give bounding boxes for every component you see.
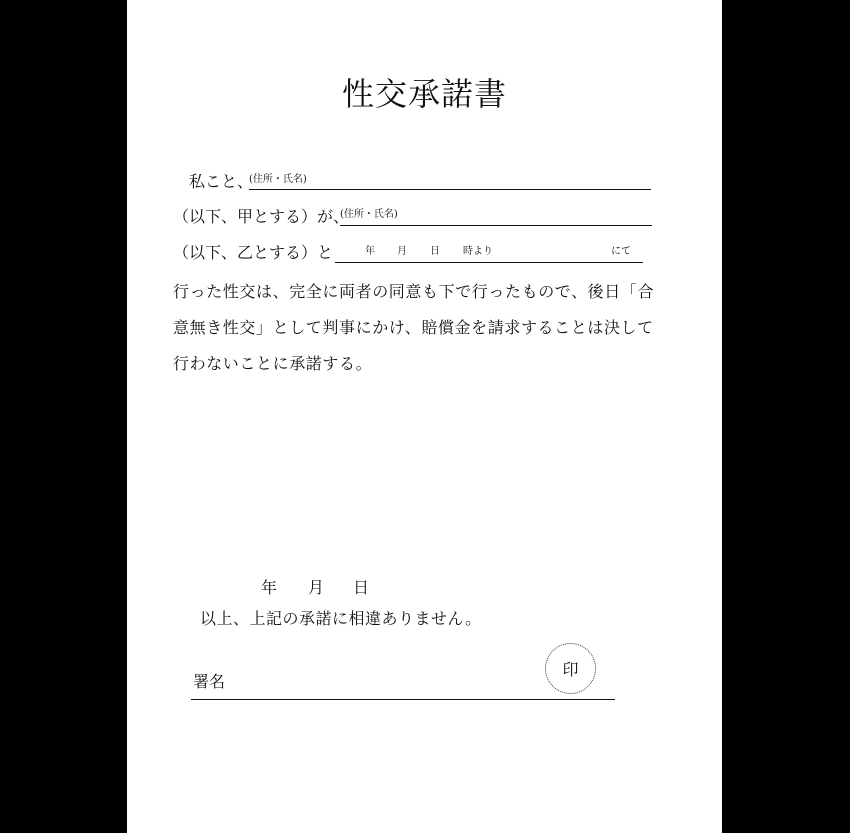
seal-stamp <box>545 643 596 694</box>
line3-underline <box>335 262 643 263</box>
confirmation-text: 以上、上記の承諾に相違ありません。 <box>200 609 482 628</box>
paragraph-line: 意無き性交」として判事にかけ、賠償金を請求することは決して <box>173 318 654 337</box>
seal-label: 印 <box>562 660 579 679</box>
paragraph-line: 行った性交は、完全に両者の同意も下で行ったもので、後日「合 <box>173 282 655 301</box>
line3-place: にて <box>611 246 631 257</box>
line2-hint: (住所・氏名) <box>340 209 398 220</box>
line2-underline <box>340 225 652 226</box>
document-title: 性交承諾書 <box>341 75 507 113</box>
line3-day: 日 <box>430 246 440 257</box>
line3-time: 時より <box>463 246 493 257</box>
line1-label: 私こと、 <box>189 172 254 191</box>
document-page <box>127 0 722 833</box>
line3-year: 年 <box>365 246 375 257</box>
date-day: 日 <box>353 578 370 597</box>
agreement-paragraph <box>173 274 653 382</box>
date-month: 月 <box>308 578 325 597</box>
line1-hint: (住所・氏名) <box>249 174 307 185</box>
signature-underline <box>191 699 615 700</box>
line3-month: 月 <box>397 246 407 257</box>
date-year: 年 <box>261 578 278 597</box>
line3-label: （以下、乙とする）と <box>173 243 334 262</box>
line2-label: （以下、甲とする）が、 <box>173 207 350 226</box>
signature-label: 署名 <box>193 672 226 691</box>
paragraph-line: 行わないことに承諾する。 <box>173 354 373 373</box>
line1-underline <box>249 189 651 190</box>
